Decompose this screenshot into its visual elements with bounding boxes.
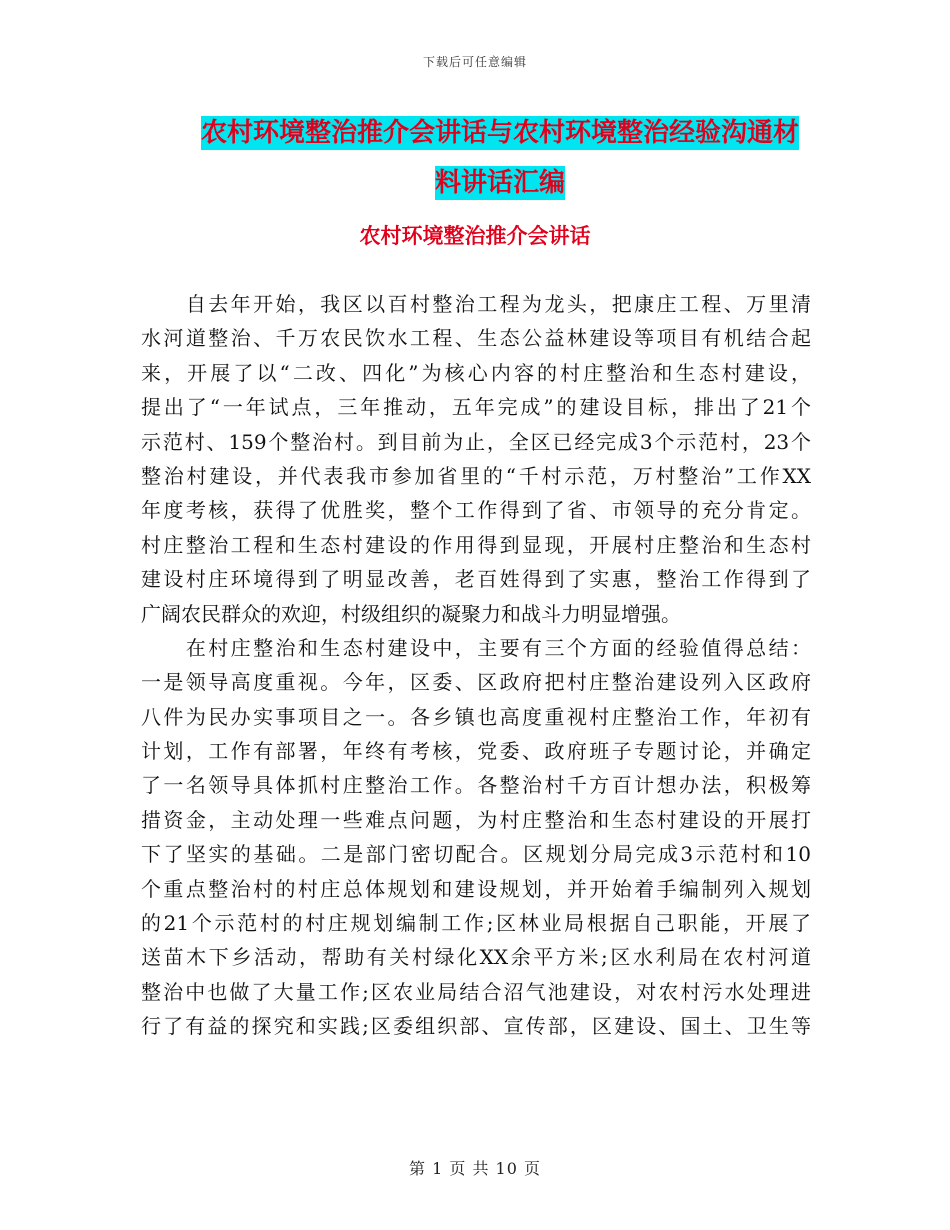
text-line: 村庄整治工程和生态村建设的作用得到显现，开展村庄整治和生态村 <box>141 532 811 557</box>
paragraph-2 <box>141 631 811 1044</box>
page-footer: 第 1 页 共 10 页 <box>409 1159 541 1178</box>
text-line: 在村庄整治和生态村建设中，主要有三个方面的经验值得总结： <box>141 635 811 660</box>
text-line: 年度考核，获得了优胜奖，整个工作得到了省、市领导的充分肯定。 <box>141 498 811 523</box>
text-line: 提出了“一年试点，三年推动，五年完成”的建设目标，排出了21个 <box>141 395 811 420</box>
text-line: 了一名领导具体抓村庄整治工作。各整治村千方百计想办法，积极筹 <box>141 773 811 798</box>
text-line: 个重点整治村的村庄总体规划和建设规划，并开始着手编制列入规划 <box>141 876 811 901</box>
text-line: 的21个示范村的村庄规划编制工作;区林业局根据自己职能，开展了 <box>141 911 811 936</box>
body-text <box>141 287 811 1044</box>
title-line-1: 农村环境整治推介会讲话与农村环境整治经验沟通材 <box>200 118 799 148</box>
header-note: 下载后可任意编辑 <box>422 55 527 69</box>
text-line: 一是领导高度重视。今年，区委、区政府把村庄整治建设列入区政府 <box>141 670 811 695</box>
text-line: 计划，工作有部署，年终有考核，党委、政府班子专题讨论，并确定 <box>141 739 811 764</box>
paragraph-1 <box>141 287 811 631</box>
document-title <box>180 108 820 208</box>
text-line: 广阔农民群众的欢迎，村级组织的凝聚力和战斗力明显增强。 <box>141 601 681 626</box>
text-line: 八件为民办实事项目之一。各乡镇也高度重视村庄整治工作，年初有 <box>141 704 811 729</box>
text-line: 送苗木下乡活动，帮助有关村绿化XX余平方米;区水利局在农村河道 <box>141 945 811 970</box>
text-line: 自去年开始，我区以百村整治工程为龙头，把康庄工程、万里清 <box>141 292 811 316</box>
text-line: 措资金，主动处理一些难点问题，为村庄整治和生态村建设的开展打 <box>141 807 811 832</box>
text-line: 行了有益的探究和实践;区委组织部、宣传部，区建设、国土、卫生等 <box>141 1014 811 1039</box>
section-title: 农村环境整治推介会讲话 <box>359 224 591 248</box>
text-line: 示范村、159个整治村。到目前为止，全区已经完成3个示范村，23个 <box>141 429 811 454</box>
text-line: 整治中也做了大量工作;区农业局结合沼气池建设，对农村污水处理进 <box>141 979 811 1004</box>
text-line: 整治村建设，并代表我市参加省里的“千村示范，万村整治”工作XX <box>141 463 811 488</box>
title-line-2: 料讲话汇编 <box>434 168 565 198</box>
text-line: 水河道整治、千万农民饮水工程、生态公益林建设等项目有机结合起 <box>141 326 811 351</box>
text-line: 建设村庄环境得到了明显改善，老百姓得到了实惠，整治工作得到了 <box>141 567 811 592</box>
text-line: 下了坚实的基础。二是部门密切配合。区规划分局完成3示范村和10 <box>141 842 811 867</box>
text-line: 来，开展了以“二改、四化”为核心内容的村庄整治和生态村建设， <box>141 360 811 385</box>
